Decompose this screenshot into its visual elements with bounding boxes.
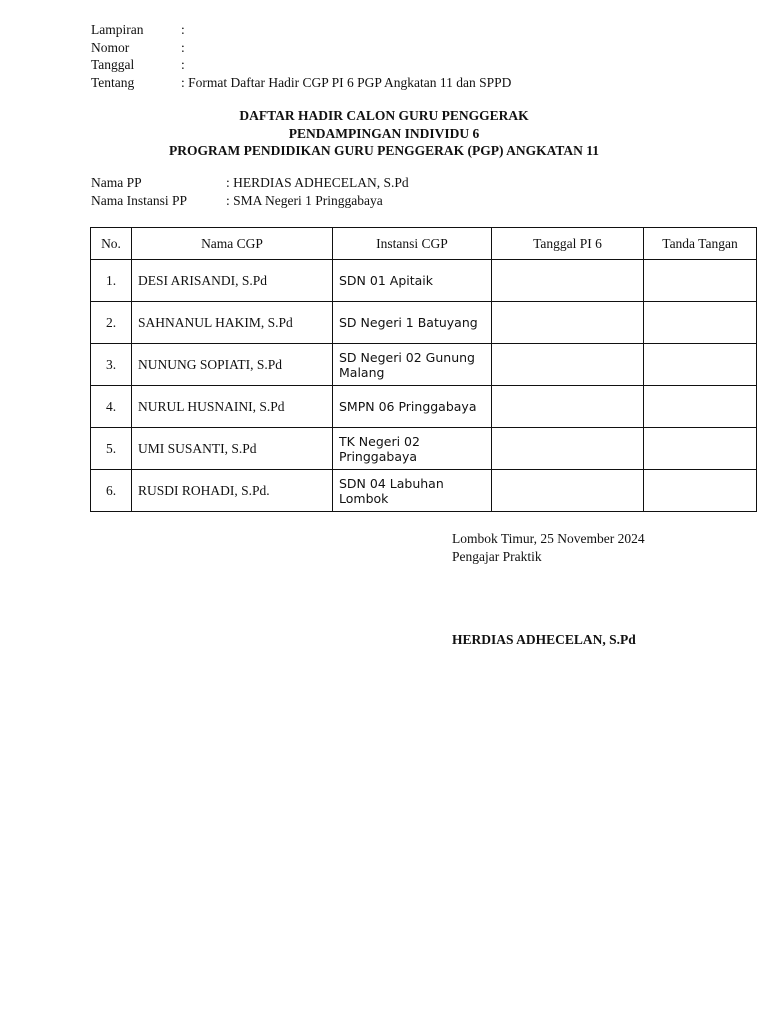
cell-tanda-tangan (644, 428, 757, 470)
cell-no: 4. (91, 386, 132, 428)
title-line-2: PENDAMPINGAN INDIVIDU 6 (288, 125, 480, 141)
meta-row-tentang (91, 74, 511, 92)
cell-no: 2. (91, 302, 132, 344)
table-header-row (91, 228, 757, 260)
pp-info (91, 174, 409, 209)
table-row (91, 386, 757, 428)
cell-no: 3. (91, 344, 132, 386)
cell-tanggal (492, 260, 644, 302)
signature-block (452, 530, 645, 565)
table-row (91, 470, 757, 512)
pp-row-nama (91, 174, 409, 192)
pp-value: : SMA Negeri 1 Pringgabaya (226, 192, 383, 208)
cell-nama: SAHNANUL HAKIM, S.Pd (132, 302, 333, 344)
cell-nama: DESI ARISANDI, S.Pd (132, 260, 333, 302)
meta-row-tanggal (91, 56, 511, 74)
cell-tanda-tangan (644, 470, 757, 512)
table-row (91, 344, 757, 386)
meta-value: : (181, 57, 185, 72)
letter-meta (91, 21, 511, 91)
meta-value: : (181, 22, 185, 37)
cell-nama: UMI SUSANTI, S.Pd (132, 428, 333, 470)
cell-instansi: SMPN 06 Pringgabaya (333, 386, 492, 428)
cell-tanggal (492, 302, 644, 344)
header-no: No. (91, 228, 132, 260)
cell-no: 6. (91, 470, 132, 512)
meta-value: : (181, 39, 185, 55)
cell-tanggal (492, 386, 644, 428)
cell-tanggal (492, 428, 644, 470)
signature-name: HERDIAS ADHECELAN, S.Pd (452, 632, 636, 647)
cell-tanda-tangan (644, 344, 757, 386)
cell-nama: NUNUNG SOPIATI, S.Pd (132, 344, 333, 386)
header-nama-cgp: Nama CGP (132, 228, 333, 260)
attendance-table (90, 227, 757, 512)
cell-nama: RUSDI ROHADI, S.Pd. (132, 470, 333, 512)
cell-instansi: SD Negeri 02 Gunung Malang (333, 344, 492, 386)
header-instansi-cgp: Instansi CGP (333, 228, 492, 260)
meta-value: : Format Daftar Hadir CGP PI 6 PGP Angkatan 11 dan SPPD (181, 74, 512, 90)
title-line-1: DAFTAR HADIR CALON GURU PENGGERAK (239, 108, 529, 123)
table-row (91, 260, 757, 302)
title-line-3: PROGRAM PENDIDIKAN GURU PENGGERAK (PGP) ANGKATAN 11 (169, 143, 599, 158)
pp-value: : HERDIAS ADHECELAN, S.Pd (226, 175, 409, 190)
meta-row-nomor (91, 39, 511, 57)
cell-no: 1. (91, 260, 132, 302)
meta-label: Lampiran (91, 22, 144, 37)
header-tanda-tangan: Tanda Tangan (644, 228, 757, 260)
table-row (91, 302, 757, 344)
cell-tanda-tangan (644, 302, 757, 344)
meta-label: Tentang (91, 74, 135, 90)
signature-place-date: Lombok Timur, 25 November 2024 (452, 531, 645, 546)
pp-label: Nama PP (91, 175, 142, 190)
cell-no: 5. (91, 428, 132, 470)
meta-row-lampiran (91, 21, 511, 39)
signature-role: Pengajar Praktik (452, 548, 542, 564)
header-tanggal-pi6: Tanggal PI 6 (492, 228, 644, 260)
cell-nama: NURUL HUSNAINI, S.Pd (132, 386, 333, 428)
meta-label: Nomor (91, 39, 130, 55)
meta-label: Tanggal (91, 57, 135, 72)
cell-instansi: SD Negeri 1 Batuyang (333, 302, 492, 344)
document-title (0, 107, 768, 160)
cell-instansi: TK Negeri 02 Pringgabaya (333, 428, 492, 470)
pp-label: Nama Instansi PP (91, 192, 187, 208)
cell-tanda-tangan (644, 386, 757, 428)
cell-tanda-tangan (644, 260, 757, 302)
table-row (91, 428, 757, 470)
cell-tanggal (492, 344, 644, 386)
cell-instansi: SDN 04 Labuhan Lombok (333, 470, 492, 512)
cell-tanggal (492, 470, 644, 512)
pp-row-instansi (91, 192, 409, 210)
cell-instansi: SDN 01 Apitaik (333, 260, 492, 302)
